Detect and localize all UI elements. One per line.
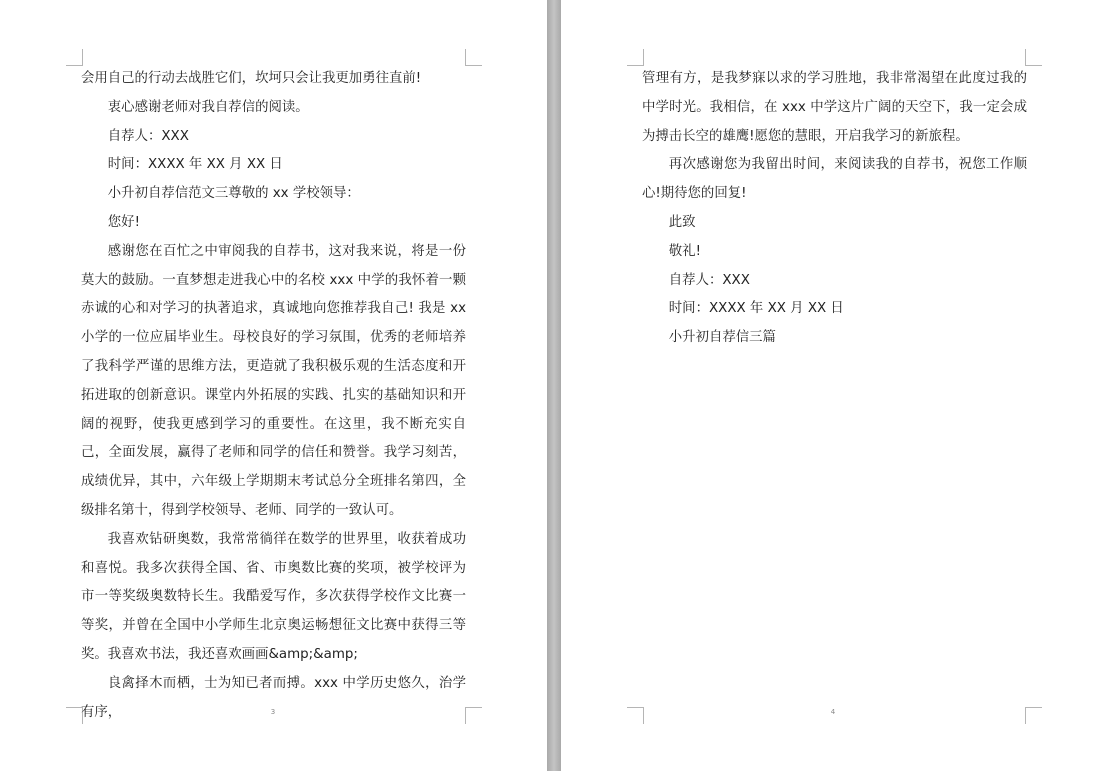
paragraph: 衷心感谢老师对我自荐信的阅读。 [107, 99, 309, 115]
page-4[interactable] [561, 0, 1104, 771]
paragraph: 再次感谢您为我留出时间，来阅读我的自荐书，祝您工作顺心!期待您的回复! [642, 157, 1027, 202]
paragraph: 小升初自荐信三篇 [668, 330, 776, 346]
paragraph: 您好! [107, 214, 140, 230]
paragraph: 敬礼! [668, 243, 701, 259]
paragraph: 会用自己的行动去战胜它们，坎坷只会让我更加勇往直前! [81, 71, 422, 86]
paragraph: 小升初自荐信范文三尊敬的 xx 学校领导： [107, 186, 360, 202]
page-number: 3 [270, 708, 276, 716]
paragraph: 我喜欢钻研奥数，我常常徜徉在数学的世界里，收获着成功和喜悦。我多次获得全国、省、市奥数比赛的奖项，被学校评为市一等奖级奥数特长生。我酷爱写作，多次获得学校作文比赛一等奖，并曾在全国中小学师生北京奥运畅想征文比赛中获得三等奖。我喜欢书法，我还喜欢画画&amp;&amp; [81, 531, 466, 662]
paragraph: 此致 [668, 214, 696, 230]
page-body[interactable] [642, 65, 1027, 353]
paragraph: 时间：XXXX 年 XX 月 XX 日 [107, 157, 283, 173]
page-gap [547, 0, 561, 771]
crop-mark-bottom-right [1025, 707, 1042, 724]
crop-mark-top-left [627, 49, 644, 66]
page-body[interactable] [81, 65, 466, 727]
page-number: 4 [830, 708, 836, 716]
paragraph: 感谢您在百忙之中审阅我的自荐书，这对我来说，将是一份莫大的鼓励。一直梦想走进我心中的名校 xxx 中学的我怀着一颗赤诚的心和对学习的执著追求，真诚地向您推荐我自己! 我是 xx 小学的一位应届毕业生。母校良好的学习氛围，优秀的老师培养了我科学严谨的思维方法，更造就了我积极乐观的生活态度和开拓进取的创新意识。课堂内外拓展的实践、扎实的基础知识和开阔的视野，使我更感到学习的重要性。在这里，我不断充实自己，全面发展，赢得了老师和同学的信任和赞誉。我学习刻苦，成绩优异，其中，六年级上学期期末考试总分全班排名第四，全级排名第十，得到学校领导、老师、同学的一致认可。 [81, 243, 466, 518]
paragraph: 自荐人：XXX [668, 272, 750, 288]
paragraph: 良禽择木而栖，士为知已者而搏。xxx 中学历史悠久，治学有序， [81, 675, 466, 720]
page-3[interactable] [0, 0, 547, 771]
crop-mark-top-left [66, 49, 83, 66]
crop-mark-bottom-left [627, 707, 644, 724]
paragraph: 管理有方，是我梦寐以求的学习胜地，我非常渴望在此度过我的中学时光。我相信，在 xxx 中学这片广阔的天空下，我一定会成为搏击长空的雄鹰!愿您的慧眼，开启我学习的新旅程。 [642, 71, 1027, 144]
crop-mark-bottom-right [465, 707, 482, 724]
crop-mark-top-right [1025, 49, 1042, 66]
paragraph: 时间：XXXX 年 XX 月 XX 日 [668, 301, 844, 317]
crop-mark-top-right [465, 49, 482, 66]
paragraph: 自荐人：XXX [107, 128, 189, 144]
